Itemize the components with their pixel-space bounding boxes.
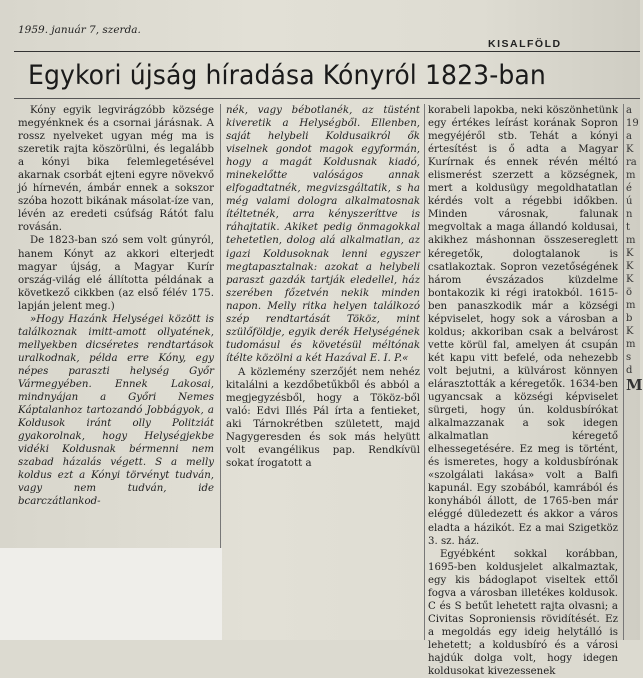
article-column-3	[428, 104, 618, 678]
article-column-2	[226, 104, 420, 470]
headline-rule	[14, 98, 640, 99]
adjacent-article-fragment	[626, 104, 643, 394]
edge-text-fragment: m	[626, 170, 636, 181]
edge-text-fragment: ö	[626, 287, 633, 298]
edge-text-fragment: s	[626, 352, 632, 363]
header-rule	[14, 51, 640, 52]
paragraph: Kóny egyik legvirágzóbb községe megyénknek és a csornai járásnak. A rossz nyelveket ugyan még ma is szeretik rajta köszörülni, és legalább a kónyi bika felemlegetésével akarnak csorbát ejteni egyre növekvő jó hírnevén, ámbár ennek a sokszor szóba hozott bikának másolat-íze van, lévén az eredeti csúfság Rátót falu rovásán.	[18, 105, 214, 234]
edge-text-fragment: t	[626, 222, 631, 233]
edge-text-fragment: K	[626, 261, 634, 272]
paragraph: korabeli lapokba, neki köszönhetünk egy értékes leírást korának Sopron megyéjéről stb. Tehát a kónyi értesítést is ő adta a Magyar Kurírnak és ennek révén méltó elismerést szerzett a községnek, mert a koldusügy megoldhatatlan kérdés volt a régebbi időkben. Minden városnak, falunak megvoltak a maga állandó koldusai, akikhez máshonnan összesereglett kéregetők, dologtalanok is csatlakoztak. Sopron vezetőségének három évszázados küzdelme bontakozik ki régi iratokból. 1615-ben panaszkodik már a községi képviselet, hogy sok a városban a koldus; akkoriban csak a belvárost vette körül fal, amelyen át csupán két kapu vitt befelé, oda nehezebb volt bejutni, a külvárost könnyen elárasztották a kéregetők. 1634-ben ugyancsak a községi képviselet sürgeti, hogy ún. koldusbírókat alkalmazzanak a sok idegen alkalmatlan kéregető elhessegetésére. Ez meg is történt, és ismeretes, hogy a koldusbírónak «szolgálati lakása» volt a Balfi kapunál. Egy szobából, kamrából és konyhából állott, de 1765-ben már eléggé düledezett és akkor a város eladta a házikót. Ez a mai Szigetköz 3. sz. ház.	[428, 105, 618, 547]
issue-date: 1959. január 7, szerda.	[18, 24, 141, 36]
edge-text-fragment: m	[626, 339, 636, 350]
paragraph: A közlemény szerzőjét nem nehéz kitalálni a kezdőbetűkből és abból a megjegyzésből, hogy a Tököz-ből való: Edvi Illés Pál írta a fentieket, aki Tárnokrétben született, majd Nagygeresden és sok más helyütt volt evangélikus pap. Rendkívül sokat írogatott a	[226, 366, 420, 470]
column-divider	[424, 104, 425, 640]
quoted-paragraph: nék, vagy bébotlanék, az tüstént kiveretik a Helységből. Ellenben, saját helybeli Koldusaikról ők viselnek gondot magok egyformán, hogy a magát Koldusnak kiadó, minekelőtte valóságos annak elfogadtatnék, megvizsgáltatik, s ha még valami dologra alkalmatosnak ítéltetnék, arra kényszeríttve is ráhajtatik. Akiket pedig önmagokkal tehetetlen, dolog alá alkalmatlan, az igazi Koldusoknak lenni egyszer megtapasztalnak: azokat a helybeli paraszt gazdák tartják eledellel, ház szerében főzetvén nekik minden napon. Melly ritka helyen találkozó szép rendtartását Tököz, mint szülőföldje, egyik derék Helységének tudomásul és követésül méltónak ítélte közölni a két Hazával E. I. P.«	[226, 105, 420, 364]
edge-text-fragment: m	[626, 235, 636, 246]
newspaper-name: KISALFÖLD	[488, 38, 562, 50]
edge-text-fragment: K	[626, 326, 634, 337]
paragraph: De 1823-ban szó sem volt gúnyról, hanem Kónyt az akkori elterjedt magyar újság, a Magyar Kurír ország-világ elé állította példának a következő cikkben (az első félév 175. lapján jelent meg.)	[18, 235, 214, 312]
edge-text-fragment: d	[626, 365, 633, 376]
paragraph: Egyébként sokkal korábban, 1695-ben koldusjelet alkalmaztak, egy kis bádoglapot viseltek ettől fogva a városban illetékes koldusok. C és S betűt lehetett rajta olvasni; a Civitas Soproniensis rövidítését. Ez a megoldás egy ideig helytálló is lehetett; a koldusbíró és a városi hajdúk dolga volt, hogy idegen koldusokat kivezessenek	[428, 548, 618, 678]
edge-text-fragment: K	[626, 248, 634, 259]
article-column-1	[18, 104, 214, 508]
edge-text-fragment: b	[626, 313, 633, 324]
blank-area	[0, 548, 222, 640]
edge-text-fragment: 19	[626, 118, 639, 129]
edge-text-fragment: é	[626, 183, 632, 194]
quoted-paragraph: »Hogy Hazánk Helységei között is találkoznak imitt-amott ollyatének, mellyekben dicséretes rendtartások uralkodnak, példa erre Kóny, egy népes paraszti helység Győr Vármegyében. Ennek Lakosai, mindnyájan a Győri Nemes Káptalanhoz tartozandó Jobbágyok, a Koldusok iránt olly Politziát gyakorolnak, hogy Helységjekbe vidéki Koldusnak bérmenni nem szabad házalás végett. S a melly koldus ezt a Kónyi törvényt tudván, vagy nem tudván, ide bcarczátlankod-	[18, 313, 214, 508]
edge-text-fragment: m	[626, 300, 636, 311]
edge-text-fragment: ú	[626, 196, 633, 207]
edge-text-fragment: M	[626, 376, 643, 394]
column-divider	[623, 104, 624, 640]
edge-text-fragment: a	[626, 131, 632, 142]
edge-text-fragment: n	[626, 209, 633, 220]
edge-text-fragment: a	[626, 105, 632, 116]
article-headline: Egykori újság híradása Kónyról 1823-ban	[28, 60, 546, 91]
edge-text-fragment: K	[626, 274, 634, 285]
edge-text-fragment: K	[626, 144, 634, 155]
edge-text-fragment: ra	[626, 157, 637, 168]
